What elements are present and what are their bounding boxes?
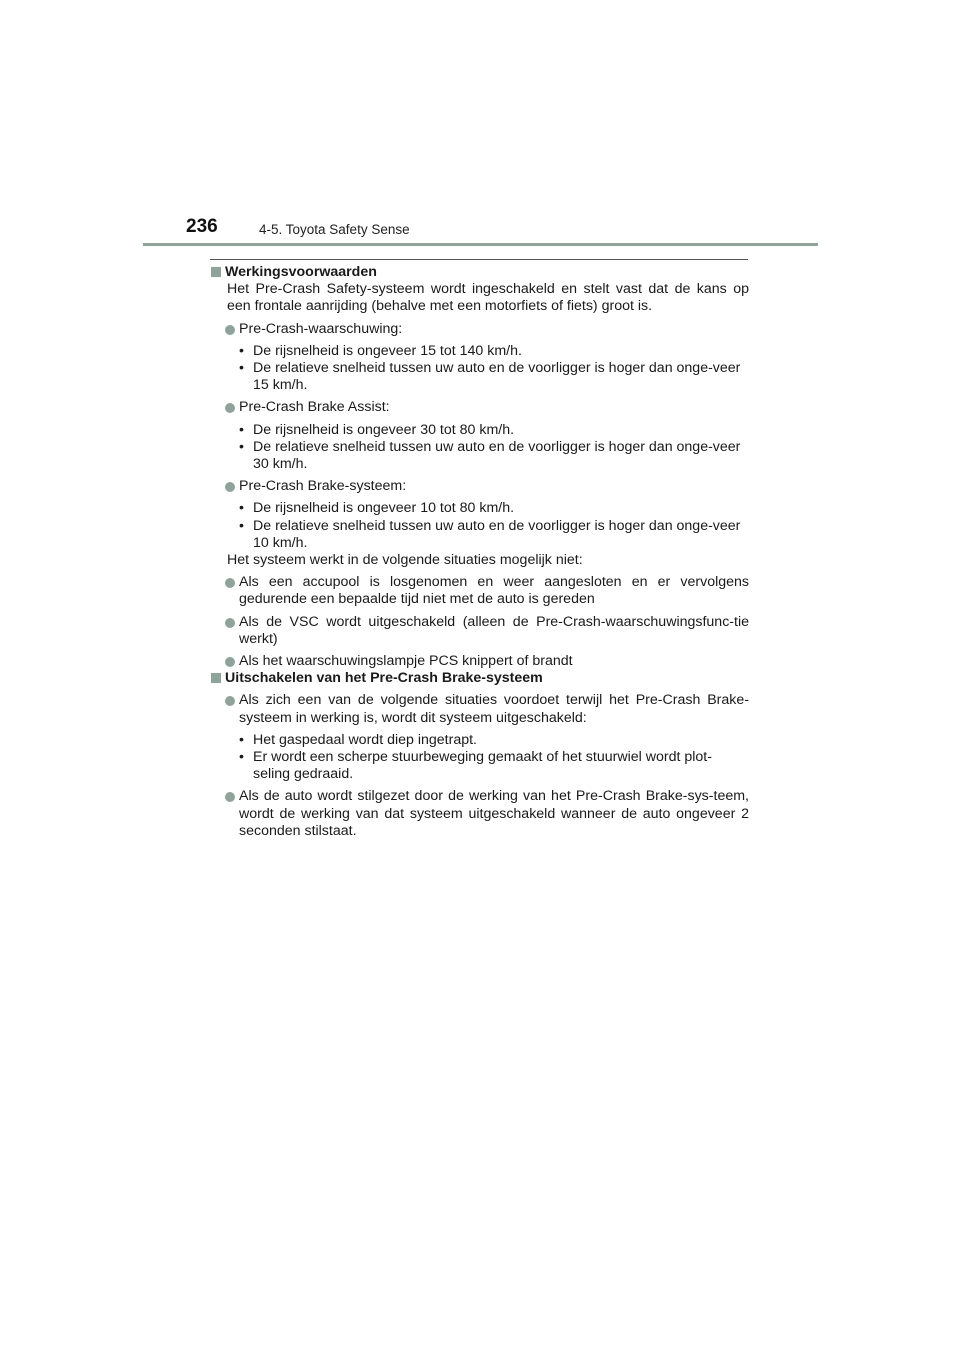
circle-bullet-icon (225, 792, 235, 802)
page-number: 236 (186, 216, 218, 237)
list-item: Als de VSC wordt uitgeschakeld (alleen de Pre-Crash-waarschuwingsfunc-tie werkt) (211, 614, 749, 648)
sub-list-item: • De rijsnelheid is ongeveer 15 tot 140 km/h. (239, 342, 522, 359)
sub-list-item: • Er wordt een scherpe stuurbeweging gemaakt of het stuurwiel wordt plot-seling gedraaid. (239, 749, 712, 783)
sub-list-item: • De rijsnelheid is ongeveer 10 tot 80 km/h. (239, 500, 515, 517)
list-item: Als zich een van de volgende situaties voordoet terwijl het Pre-Crash Brake-systeem in werking is, wordt dit systeem uitgeschakeld: (211, 692, 749, 726)
sub-list (211, 343, 749, 395)
list-item: Als een accupool is losgenomen en weer aangesloten en er vervolgens gedurende een bepaalde tijd niet met de auto is gereden (211, 574, 749, 608)
sub-list-item: • De rijsnelheid is ongeveer 30 tot 80 km/h. (239, 421, 515, 438)
page-content (211, 264, 749, 840)
square-bullet-icon (211, 267, 221, 277)
circle-bullet-icon (225, 578, 235, 588)
list-item: Pre-Crash Brake-systeem: (211, 478, 749, 495)
list-item: Als het waarschuwingslampje PCS knippert of brandt (211, 653, 749, 670)
paragraph-limitations: Het systeem werkt in de volgende situaties mogelijk niet: (227, 552, 583, 569)
list-item: Pre-Crash-waarschuwing: (211, 321, 749, 338)
header-divider (143, 243, 818, 246)
circle-bullet-icon (225, 325, 235, 335)
sub-list-item: • De relatieve snelheid tussen uw auto en de voorligger is hoger dan onge-veer 15 km/h. (239, 360, 741, 394)
sub-list-item: • De relatieve snelheid tussen uw auto en de voorligger is hoger dan onge-veer 30 km/h. (239, 438, 741, 473)
section-title: 4-5. Toyota Safety Sense (259, 222, 410, 237)
circle-bullet-icon (225, 618, 235, 628)
list-item: Pre-Crash Brake Assist: (211, 399, 749, 416)
circle-bullet-icon (225, 696, 235, 706)
circle-bullet-icon (225, 657, 235, 667)
list-item: Als de auto wordt stilgezet door de werking van het Pre-Crash Brake-sys-teem, wordt de werking van dat systeem uitgeschakeld wanneer de auto ongeveer 2 seconden stilstaat. (211, 788, 749, 840)
sub-list (211, 732, 749, 784)
sub-list-item: • Het gaspedaal wordt diep ingetrapt. (239, 731, 477, 748)
content-divider (210, 259, 748, 260)
sub-list-item: • De relatieve snelheid tussen uw auto en de voorligger is hoger dan onge-veer 10 km/h. (239, 517, 741, 551)
sub-list (211, 500, 749, 552)
circle-bullet-icon (225, 482, 235, 492)
circle-bullet-icon (225, 403, 235, 413)
sub-list (211, 422, 749, 474)
square-bullet-icon (211, 673, 221, 683)
paragraph-intro: Het Pre-Crash Safety-systeem wordt ingeschakeld en stelt vast dat de kans op een frontale aanrijding (behalve met een motorfiets of fiets) groot is. (227, 281, 749, 315)
heading-uitschakelen: Uitschakelen van het Pre-Crash Brake-systeem (211, 670, 749, 687)
heading-werkingsvoorwaarden: Werkingsvoorwaarden (211, 264, 749, 281)
